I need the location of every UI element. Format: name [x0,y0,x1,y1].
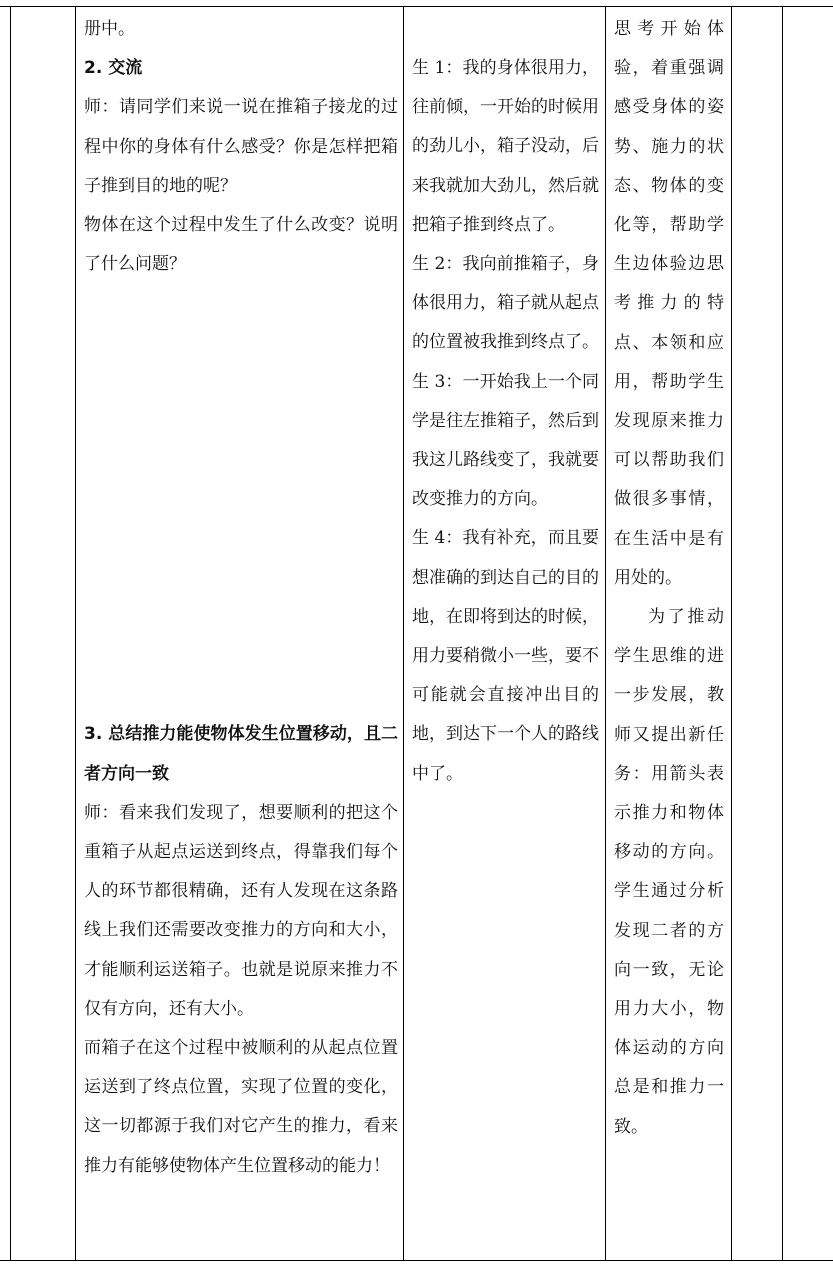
table-column-border [10,6,11,1261]
teacher-question: 师：请同学们来说一说在推箱子接龙的过程中你的身体有什么感受？你是怎样把箱子推到目的地的呢？ [84,97,398,196]
student-response: 生 1：我的身体很用力，往前倾，一开始的时候用的劲儿小，箱子没动，后来我就加大劲儿，然后就把箱子推到终点了。 [412,58,599,235]
teacher-question: 物体在这个过程中发生了什么改变？说明了什么问题？ [84,215,398,275]
student-response: 生 2：我向前推箱子，身体很用力，箱子就从起点的位置被我推到终点了。 [412,254,599,353]
table-column-border [75,6,76,1261]
teacher-summary: 而箱子在这个过程中被顺利的从起点位置运送到了终点位置，实现了位置的变化，这一切都源于我们对它产生的推力，看来推力有能够使物体产生位置移动的能力！ [84,1038,398,1176]
section-heading: 2. 交流 [84,58,143,79]
table-column-border [605,6,606,1261]
student-response: 生 3：一开始我上一个同学是往左推箱子，然后到我这儿路线变了，我就要改变推力的方向。 [412,371,599,510]
table-bottom-border [0,1260,833,1261]
table-column-border [782,6,783,1261]
student-activity-cell [412,49,599,794]
section-heading: 3. 总结推力能使物体发生位置移动，且二者方向一致 [84,724,398,784]
table-column-border [403,6,404,1261]
teacher-activity-cell [84,10,398,1186]
table-column-border [731,6,732,1261]
blank-space [84,284,398,715]
design-intent-text: 思考开始体验，着重强调感受身体的姿势、施力的状态、物体的变化等，帮助学生边体验边思考推力的特点、本领和应用，帮助学生发现原来推力可以帮助我们做很多事情，在生活中是有用处的。 [614,19,724,588]
continued-text: 册中。 [84,19,135,39]
teacher-summary: 师：看来我们发现了，想要顺利的把这个重箱子从起点运送到终点，得靠我们每个人的环节都很精确，还有人发现在这条路线上我们还需要改变推力的方向和大小，才能顺利运送箱子。也就是说原来推力不仅有方向，还有大小。 [84,802,398,1019]
design-intent-text: 为了推动学生思维的进一步发展，教师又提出新任务：用箭头表示推力和物体移动的方向。学生通过分析发现二者的方向一致，无论用力大小，物体运动的方向总是和推力一致。 [614,607,724,1137]
table-top-border [0,6,833,7]
design-intent-cell [614,10,724,1147]
student-response: 生 4：我有补充，而且要想准确的到达自己的目的地，在即将到达的时候，用力要稍微小一些，要不可能就会直接冲出目的地，到达下一个人的路线中了。 [412,528,599,784]
